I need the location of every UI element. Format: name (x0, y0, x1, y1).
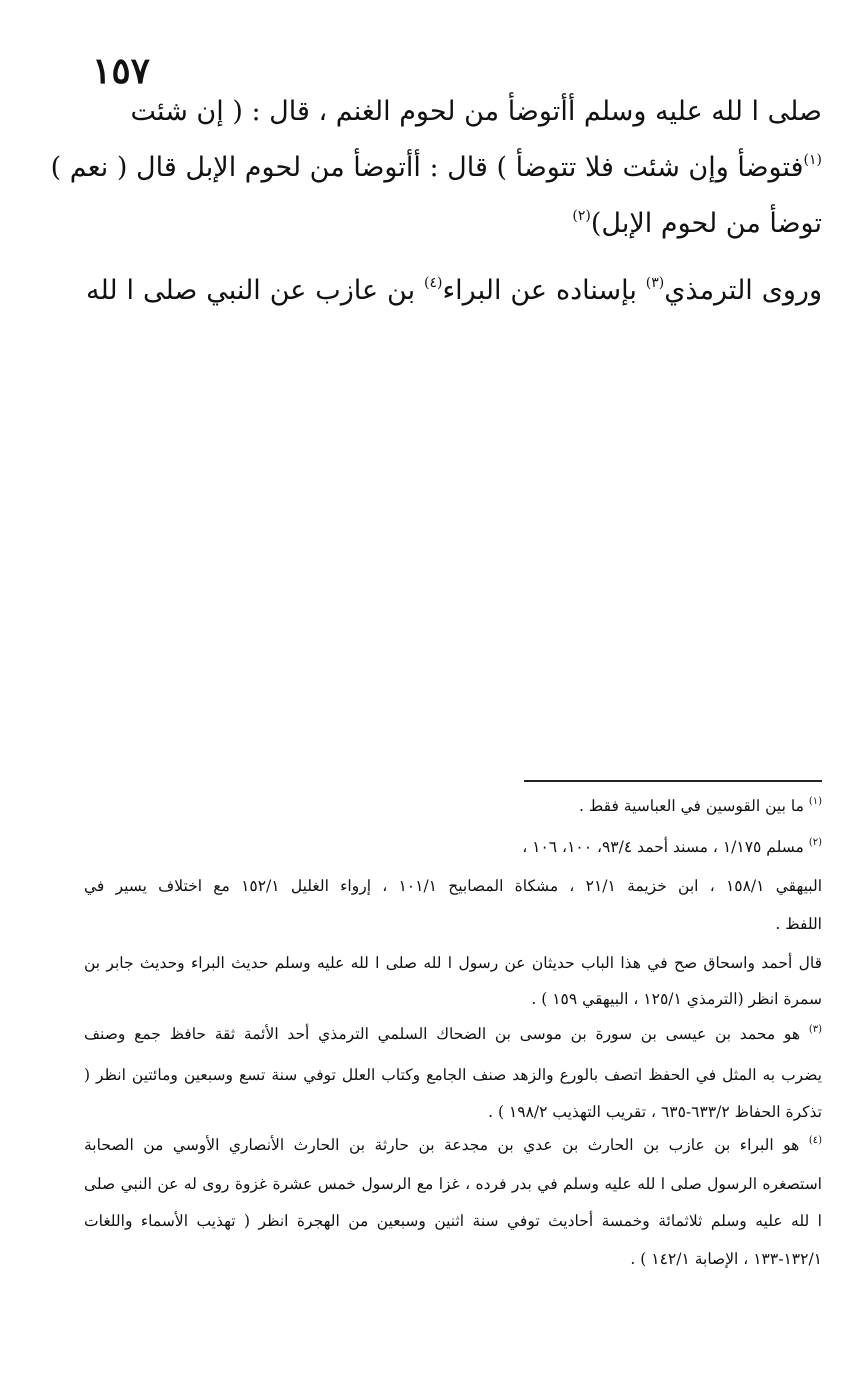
footnote-2-line-4: قال أحمد واسحاق صح في هذا الباب حديثان عن رسول ا لله صلى ا لله عليه وسلم حديث البراء وحديث جابر بن (84, 954, 822, 972)
main-text-line-2 (50, 152, 822, 183)
footnote-4-text: هو البراء بن عازب بن الحارث بن عدي بن مجدعة بن حارثة بن الحارث الأنصاري الأوسي من الصحابة (84, 1136, 800, 1154)
main-text-line-4-part-2: بإسناده عن البراء (442, 275, 637, 306)
footnote-1-text: ما بين القوسين في العباسية فقط . (579, 797, 804, 815)
footnote-marker-3[interactable]: (٣) (645, 275, 665, 291)
footnote-2-line-5: سمرة انظر (الترمذي ١٢٥/١ ، البيهقي ١٥٩ ) . (531, 990, 822, 1008)
footnote-2-line-2: البيهقي ١٥٨/١ ، ابن خزيمة ٢١/١ ، مشكاة المصابيح ١٠١/١ ، إرواء الغليل ١٥٢/١ مع اختلاف يسير في (84, 877, 823, 895)
footnote-marker-2[interactable]: (٢) (572, 208, 591, 224)
main-text-line-4 (86, 275, 822, 306)
footnote-1 (84, 796, 822, 815)
footnote-4-line-4: ١٣٢/١-١٣٣ ، الإصابة ١٤٢/١ ) . (630, 1250, 822, 1268)
main-text-line-1: صلى ا لله عليه وسلم أأتوضأ من لحوم الغنم ، قال : ( إن شئت (130, 96, 822, 127)
footnote-4-number: (٤) (808, 1135, 822, 1146)
footnote-divider (524, 780, 822, 782)
footnote-4-line-3: ا لله عليه وسلم ثلاثمائة وخمسة أحاديث توفي سنة اثنين وسبعين من الهجرة انظر ( تهذيب الأسماء واللغات (84, 1212, 822, 1230)
main-text-line-2-text: فتوضأ وإن شئت فلا تتوضأ ) قال : أأتوضأ من لحوم الإبل قال ( نعم ) (50, 152, 804, 183)
footnote-2-text: مسلم ١/١٧٥ ، مسند أحمد ٩٣/٤، ١٠٠، ١٠٦ ، (522, 838, 804, 856)
footnote-4-line-2: استصغره الرسول صلى ا لله عليه وسلم في بدر فرده ، غزا مع الرسول خمس عشرة غزوة روى له عن النبي صلى (84, 1175, 822, 1193)
footnote-marker-4[interactable]: (٤) (424, 275, 443, 291)
footnote-3-text: هو محمد بن عيسى بن سورة بن موسى بن الضحاك السلمي الترمذي أحد الأئمة ثقة حافظ جمع وصنف (84, 1025, 801, 1043)
footnote-marker-1[interactable]: (١) (803, 152, 822, 168)
main-text-line-4-part-3: بن عازب عن النبي صلى ا لله (86, 275, 416, 306)
footnote-3-number: (٣) (808, 1024, 822, 1035)
footnote-2 (84, 837, 822, 856)
page-number: ١٥٧ (92, 50, 151, 92)
footnote-1-number: (١) (808, 796, 822, 807)
main-text-line-3 (46, 208, 822, 239)
footnote-4 (84, 1135, 822, 1154)
footnote-3-line-3: تذكرة الحفاظ ٦٣٣/٢-٦٣٥ ، تقريب التهذيب ١٩٨/٢ ) . (488, 1103, 822, 1121)
footnote-2-line-3: اللفظ . (775, 915, 822, 933)
footnote-2-number: (٢) (808, 837, 822, 848)
footnote-3 (84, 1024, 822, 1043)
main-text-line-4-part-1: وروى الترمذي (664, 275, 822, 306)
footnote-3-line-2: يضرب به المثل في الحفظ اتصف بالورع والزهد صنف الجامع وكتاب العلل توفي سنة تسع وسبعين ومائتين انظر ( (84, 1066, 822, 1084)
main-text-line-3-text: توضأ من لحوم الإبل) (590, 208, 822, 239)
